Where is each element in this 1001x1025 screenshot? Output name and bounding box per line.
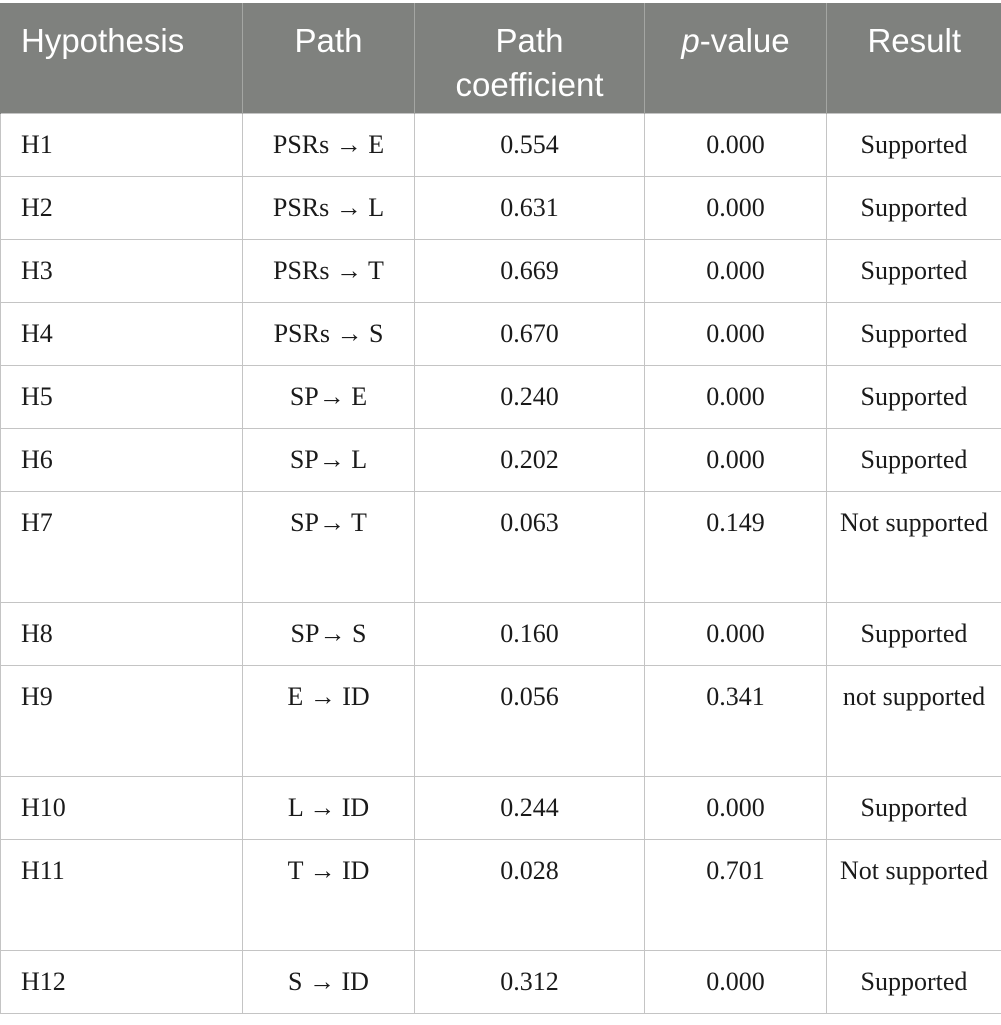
table-row [1, 113, 1001, 176]
table-row [1, 239, 1001, 302]
header-p-suffix: -value [699, 22, 790, 59]
cell-hypothesis: H11 [1, 839, 243, 950]
cell-result: not supported [827, 665, 1001, 776]
cell-result: Supported [827, 776, 1001, 839]
header-path: Path [243, 3, 415, 113]
cell-hypothesis: H9 [1, 665, 243, 776]
cell-path: PSRs → E [243, 113, 415, 176]
cell-path: PSRs → L [243, 176, 415, 239]
header-p-italic: p [681, 22, 700, 59]
cell-hypothesis: H4 [1, 302, 243, 365]
cell-p-value: 0.701 [645, 839, 827, 950]
cell-coefficient: 0.631 [415, 176, 645, 239]
cell-result: Not supported [827, 839, 1001, 950]
table-body [1, 113, 1001, 1013]
cell-result: Not supported [827, 491, 1001, 602]
cell-result: Supported [827, 602, 1001, 665]
cell-coefficient: 0.063 [415, 491, 645, 602]
cell-coefficient: 0.244 [415, 776, 645, 839]
table-row [1, 491, 1001, 602]
header-row [1, 3, 1001, 113]
cell-result: Supported [827, 176, 1001, 239]
cell-hypothesis: H8 [1, 602, 243, 665]
table-row [1, 665, 1001, 776]
cell-coefficient: 0.669 [415, 239, 645, 302]
table-row [1, 602, 1001, 665]
header-result: Result [827, 3, 1001, 113]
table-row [1, 839, 1001, 950]
cell-path: PSRs → S [243, 302, 415, 365]
cell-result: Supported [827, 302, 1001, 365]
cell-p-value: 0.000 [645, 602, 827, 665]
cell-hypothesis: H7 [1, 491, 243, 602]
cell-path: E → ID [243, 665, 415, 776]
cell-path: T → ID [243, 839, 415, 950]
table-row [1, 776, 1001, 839]
table-row [1, 428, 1001, 491]
cell-coefficient: 0.670 [415, 302, 645, 365]
cell-hypothesis: H6 [1, 428, 243, 491]
cell-coefficient: 0.554 [415, 113, 645, 176]
cell-result: Supported [827, 365, 1001, 428]
cell-coefficient: 0.312 [415, 950, 645, 1013]
cell-p-value: 0.000 [645, 113, 827, 176]
cell-path: PSRs → T [243, 239, 415, 302]
cell-path: SP→ E [243, 365, 415, 428]
cell-p-value: 0.000 [645, 776, 827, 839]
cell-coefficient: 0.160 [415, 602, 645, 665]
cell-p-value: 0.000 [645, 302, 827, 365]
header-hypothesis: Hypothesis [1, 3, 243, 113]
cell-path: SP→ L [243, 428, 415, 491]
cell-path: SP→ T [243, 491, 415, 602]
table-row [1, 950, 1001, 1013]
cell-result: Supported [827, 113, 1001, 176]
cell-coefficient: 0.028 [415, 839, 645, 950]
table-header [1, 3, 1001, 113]
cell-path: L → ID [243, 776, 415, 839]
cell-p-value: 0.000 [645, 428, 827, 491]
cell-hypothesis: H12 [1, 950, 243, 1013]
cell-hypothesis: H10 [1, 776, 243, 839]
cell-coefficient: 0.202 [415, 428, 645, 491]
cell-hypothesis: H2 [1, 176, 243, 239]
cell-hypothesis: H3 [1, 239, 243, 302]
cell-coefficient: 0.056 [415, 665, 645, 776]
cell-path: S → ID [243, 950, 415, 1013]
cell-p-value: 0.000 [645, 365, 827, 428]
hypothesis-results-table [0, 3, 1001, 1014]
header-path-coefficient: Path coefficient [415, 3, 645, 113]
cell-p-value: 0.341 [645, 665, 827, 776]
cell-hypothesis: H1 [1, 113, 243, 176]
header-p-value [645, 3, 827, 113]
cell-result: Supported [827, 428, 1001, 491]
cell-p-value: 0.000 [645, 239, 827, 302]
cell-result: Supported [827, 950, 1001, 1013]
cell-hypothesis: H5 [1, 365, 243, 428]
cell-p-value: 0.000 [645, 176, 827, 239]
cell-result: Supported [827, 239, 1001, 302]
cell-p-value: 0.149 [645, 491, 827, 602]
cell-p-value: 0.000 [645, 950, 827, 1013]
cell-coefficient: 0.240 [415, 365, 645, 428]
cell-path: SP→ S [243, 602, 415, 665]
table-row [1, 176, 1001, 239]
table-row [1, 302, 1001, 365]
table-row [1, 365, 1001, 428]
